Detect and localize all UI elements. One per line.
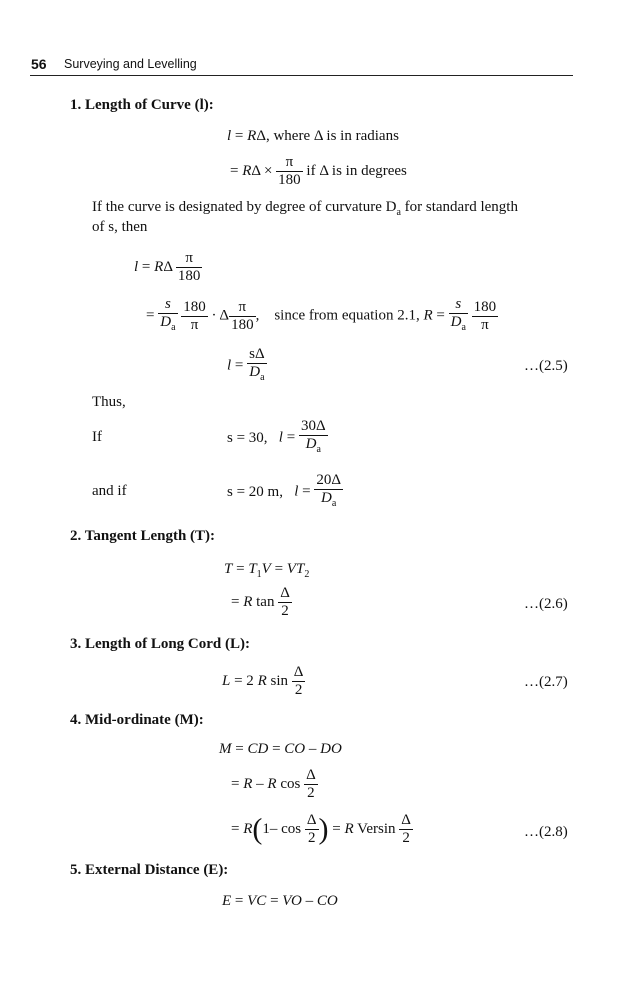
frac-delta-2-e: $\frac{\Delta}{2}$ <box>401 812 411 846</box>
where-radians-text: where Δ is in radians <box>273 128 399 144</box>
frac-180-pi: $\frac{180}{\pi}$ <box>183 298 206 333</box>
eq-l-sdelta-da: l = $\frac{s\Delta}{D_a}$ <box>227 346 267 386</box>
eq-m: M = CD = CO – DO <box>219 741 342 757</box>
eq-l-rdelta-pi-180: l = RΔ $\frac{\pi}{180}$ <box>134 250 201 284</box>
s20m-text: s = 20 m, <box>227 483 283 500</box>
frac-s-da-b: $\frac{s}{D_a}$ <box>450 296 466 333</box>
frac-pi-180: $\frac{\pi}{180}$ <box>278 154 301 188</box>
heading-mid-ordinate: 4. Mid-ordinate (M): <box>70 712 204 728</box>
eq-t: $T = T_1V = VT_2$ <box>224 561 310 580</box>
frac-180-pi-b: $\frac{180}{\pi}$ <box>473 298 497 333</box>
eq-r-rcos: = R – R cos $\frac{\Delta}{2}$ <box>231 767 316 801</box>
frac-pi-180-b: $\frac{\pi}{180}$ <box>177 250 201 284</box>
and-if-label: and if <box>92 483 127 499</box>
frac-pi-180-c: $\frac{\pi}{180}$ <box>231 298 254 333</box>
if-label: If <box>92 429 102 445</box>
heading-long-cord: 3. Length of Long Cord (L): <box>70 636 251 652</box>
heading-length-of-curve: 1. Length of Curve (l): <box>70 97 214 113</box>
frac-20delta-da: $\frac{20\Delta}{D_a}$ <box>316 472 342 509</box>
s30-text: s = 30, <box>227 429 268 446</box>
frac-delta-2-b: $\frac{\Delta}{2}$ <box>293 664 304 698</box>
equation-number-2-7: …(2.7) <box>524 674 568 690</box>
eq-s30: s = 30, l = $\frac{30\Delta}{D_a}$ <box>227 418 328 458</box>
equation-number-2-6: …(2.6) <box>524 596 568 612</box>
para-line-2: of s, then <box>92 219 148 235</box>
eq-e: E = VC = VO – CO <box>222 893 338 909</box>
frac-s-da: $\frac{s}{D_a}$ <box>160 296 176 333</box>
equation-number-2-8: …(2.8) <box>524 824 568 840</box>
page-number: 56 <box>31 56 47 72</box>
eq-substitution: = $\frac{s}{D_a}$ $\frac{180}{\pi}$ · Δ $\frac{\pi}{180}$ , since from equation 2.1, R = $\frac{s}{D_a}$ $\frac{180}{\pi}$ <box>146 296 498 336</box>
thus-text: Thus, <box>92 394 126 410</box>
frac-delta-2-d: $\frac{\Delta}{2}$ <box>306 812 317 846</box>
versin-text: Versin <box>357 820 396 837</box>
eq-versin: = R(1– cos $\frac{\Delta}{2}$ ) = R Versin $\frac{\Delta}{2}$ <box>231 812 411 846</box>
if-degrees-text: if Δ is in degrees <box>306 162 407 179</box>
frac-sdelta-da: $\frac{s\Delta}{D_a}$ <box>249 346 265 383</box>
heading-external-distance: 5. External Distance (E): <box>70 862 229 878</box>
running-title: Surveying and Levelling <box>64 57 197 71</box>
equation-number-2-5: …(2.5) <box>524 358 568 374</box>
header-rule <box>30 75 573 76</box>
frac-delta-2-c: $\frac{\Delta}{2}$ <box>306 767 316 801</box>
heading-tangent-length: 2. Tangent Length (T): <box>70 528 216 544</box>
since-from-text: since from equation 2.1, <box>274 307 420 324</box>
eq-r-tan: = R tan $\frac{\Delta}{2}$ <box>231 585 290 619</box>
eq-l-2rsin: L = 2 R sin $\frac{\Delta}{2}$ <box>222 664 304 698</box>
eq-l-rdelta: l = RΔ, where Δ is in radians <box>227 128 399 144</box>
frac-delta-2: $\frac{\Delta}{2}$ <box>280 585 290 619</box>
eq-rdelta-degrees: = RΔ × $\frac{\pi}{180}$ if Δ is in degrees <box>230 154 407 188</box>
eq-s20m: s = 20 m, l = $\frac{20\Delta}{D_a}$ <box>227 472 343 512</box>
frac-30delta-da: $\frac{30\Delta}{D_a}$ <box>300 418 326 455</box>
para-line-1: If the curve is designated by degree of curvature $D_a$ for standard length <box>92 199 518 218</box>
